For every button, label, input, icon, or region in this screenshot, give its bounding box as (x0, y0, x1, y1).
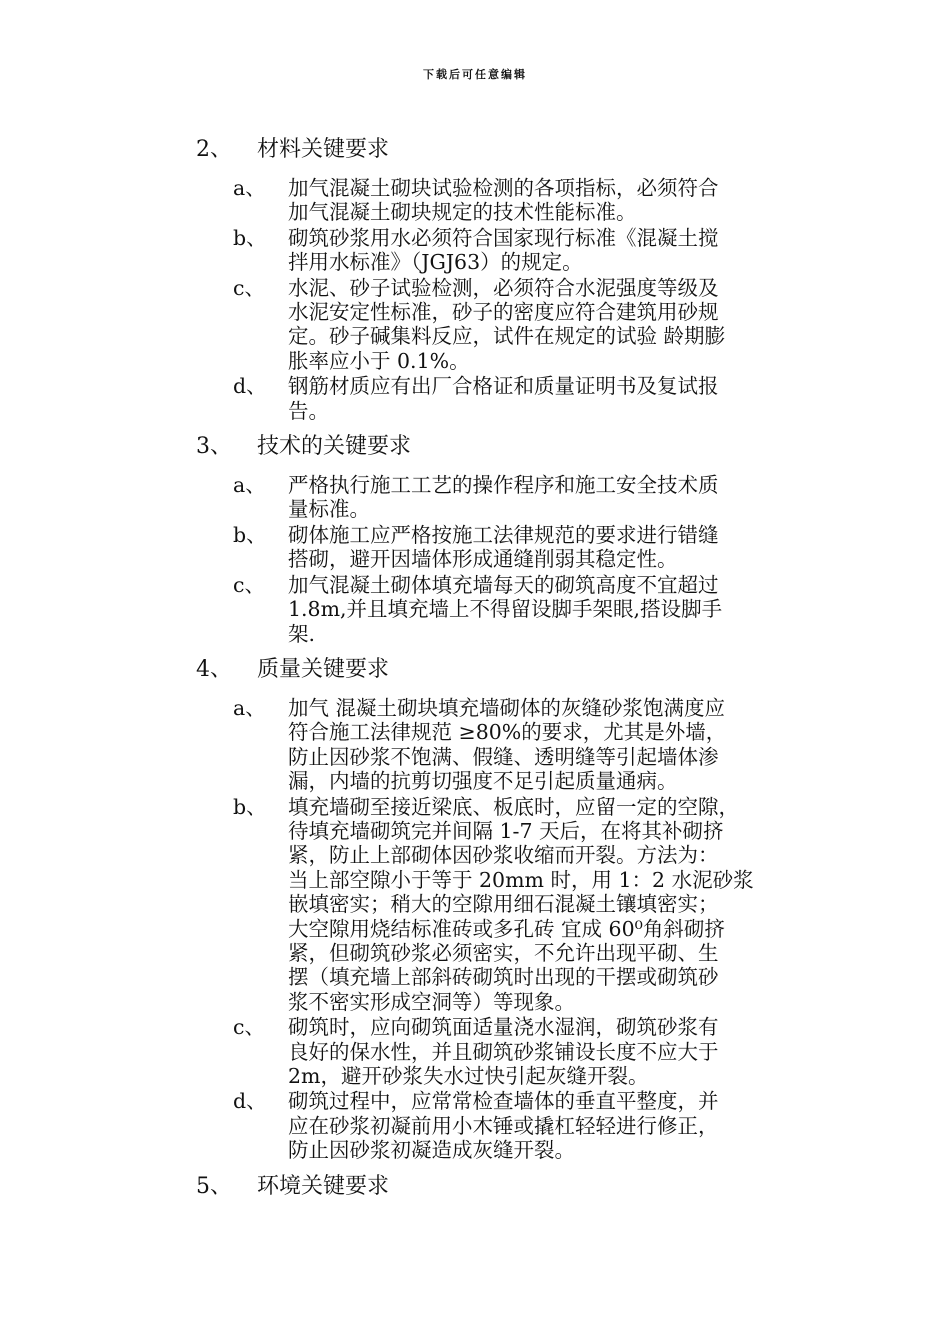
section-heading (0, 1171, 950, 1203)
item-text: 钢筋材质应有出厂合格证和质量证明书及复试报 告。 (288, 374, 719, 423)
item-marker: c、 (233, 275, 265, 300)
section-title: 材料关键要求 (257, 137, 390, 162)
item-marker: b、 (233, 522, 267, 547)
section-number: 5、 (196, 1173, 232, 1199)
item-text: 砌体施工应严格按施工法律规范的要求进行错缝 搭砌，避开因墙体形成通缝削弱其稳定性。 (288, 522, 719, 572)
section-title: 技术的关键要求 (257, 434, 412, 460)
item-marker: b、 (233, 794, 267, 819)
section-materials (0, 134, 950, 423)
section-quality (0, 654, 950, 1163)
section-number: 3、 (196, 434, 232, 460)
section-title: 环境关键要求 (257, 1173, 390, 1199)
section-heading (0, 654, 950, 686)
list-item (0, 473, 950, 522)
item-marker: c、 (233, 572, 265, 597)
section-number: 4、 (196, 656, 232, 682)
item-text: 砌筑过程中，应常常检查墙体的垂直平整度，并 应在砂浆初凝前用小木锤或撬杠轻轻进行修正， 防止因砂浆初凝造成灰缝开裂。 (288, 1089, 719, 1163)
item-text: 砌筑砂浆用水必须符合国家现行标准《混凝土搅 拌用水标准》（JGJ63）的规定。 (288, 225, 719, 275)
item-text: 水泥、砂子试验检测，必须符合水泥强度等级及 水泥安定性标准，砂子的密度应符合建筑用砂规 定。砂子碱集料反应，试件在规定的试验 龄期膨 胀率应小于 0.1%。 (288, 275, 726, 373)
item-marker: d、 (233, 1089, 267, 1114)
item-text: 砌筑时，应向砌筑面适量浇水湿润，砌筑砂浆有 良好的保水性，并且砌筑砂浆铺设长度不应大于 2m，避开砂浆失水过快引起灰缝开裂。 (288, 1015, 719, 1088)
list-item (0, 1015, 950, 1088)
list-item (0, 795, 950, 1015)
list-item (0, 1089, 950, 1162)
item-marker: a、 (233, 176, 266, 200)
item-marker: b、 (233, 225, 267, 250)
item-text: 加气 混凝土砌块填充墙砌体的灰缝砂浆饱满度应 符合施工法律规范 ≥80%的要求，尤其是外墙， 防止因砂浆不饱满、假缝、透明缝等引起墙体渗 漏，内墙的抗剪切强度不足引起质量通病。 (288, 695, 727, 794)
list-item (0, 276, 950, 374)
item-text: 加气混凝土砌体填充墙每天的砌筑高度不宜超过 1.8m,并且填充墙上不得留设脚手架眼,搭设脚手 架. (288, 572, 723, 646)
section-environment (0, 1171, 950, 1203)
section-heading (0, 431, 950, 463)
page-header: 下载后可任意编辑 (423, 68, 527, 81)
item-marker: a、 (233, 695, 266, 720)
item-text: 填充墙砌至接近梁底、板底时，应留一定的空隙， 待填充墙砌筑完并间隔 1-7 天后，在将其补砌挤 紧，防止上部砌体因砂浆收缩而开裂。方法为： 当上部空隙小于等于 20mm 时，用 1：2 水泥砂浆 嵌填密实；稍大的空隙用细石混凝土镶填密实； 大空隙用烧结标准砖或多孔砖 宜成 60⁰角斜砌挤 紧，但砌筑砂浆必须密实，不允许出现平砌、生 摆（填充墙上部斜砖砌筑时出现的干摆或砌筑砂 浆不密实形成空洞等）等现象。 (288, 794, 754, 1014)
list-item (0, 226, 950, 275)
list-item (0, 523, 950, 572)
list-item (0, 573, 950, 646)
document-body (0, 134, 950, 1211)
item-text: 严格执行施工工艺的操作程序和施工安全技术质 量标准。 (288, 473, 719, 522)
section-title: 质量关键要求 (257, 656, 390, 682)
item-text: 加气混凝土砌块试验检测的各项指标，必须符合 加气混凝土砌块规定的技术性能标准。 (288, 176, 719, 225)
section-technical (0, 431, 950, 646)
list-item (0, 176, 950, 225)
section-heading (0, 134, 950, 166)
item-marker: c、 (233, 1015, 265, 1040)
list-item (0, 696, 950, 794)
item-marker: a、 (233, 473, 266, 498)
list-item (0, 374, 950, 423)
section-number: 2、 (196, 137, 232, 162)
item-marker: d、 (233, 374, 267, 399)
